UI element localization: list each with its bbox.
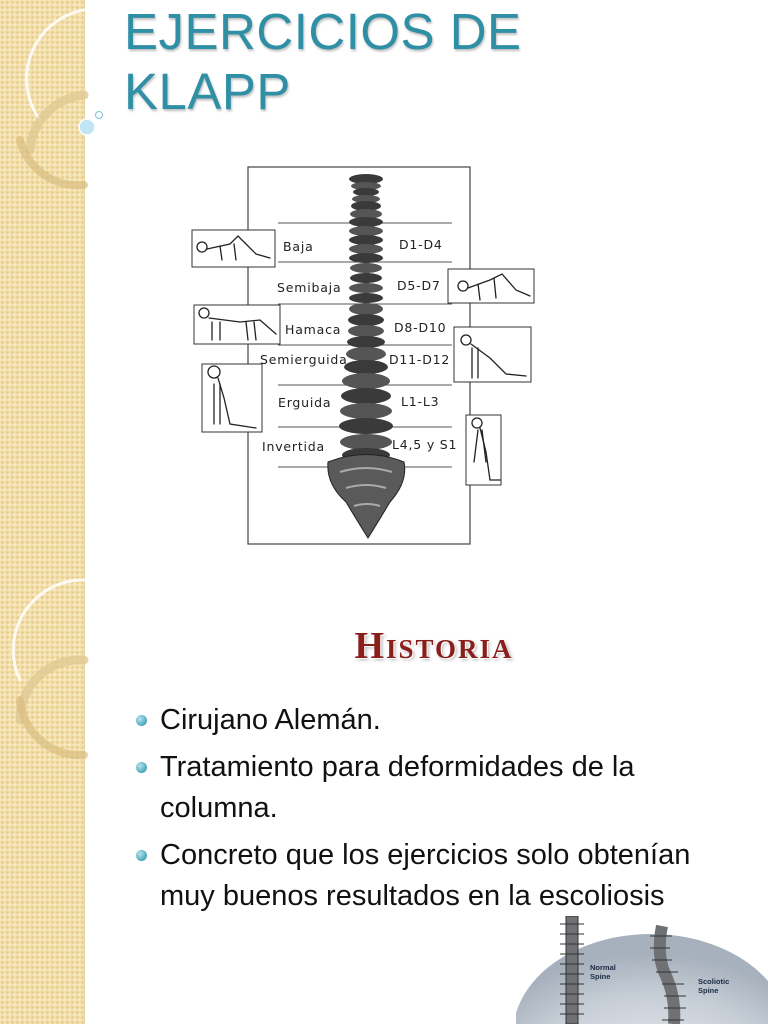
row-vertebrae-baja: D1-D4	[399, 237, 443, 252]
scoliotic-spine-label: Scoliotic Spine	[698, 977, 730, 995]
row-vertebrae-hamaca: D8-D10	[394, 320, 447, 335]
row-vertebrae-semierguida: D11-D12	[389, 352, 451, 367]
decorative-side-strip	[0, 0, 85, 1024]
pose-thumbnail-erguida	[202, 364, 262, 432]
row-position-invertida: Invertida	[262, 439, 326, 454]
row-vertebrae-semibaja: D5-D7	[397, 278, 441, 293]
bullet-text: Concreto que los ejercicios solo obtenían muy buenos resultados en la escoliosis	[160, 839, 691, 912]
row-vertebrae-invertida: L4,5 y S1	[392, 437, 458, 452]
bullet-item	[132, 747, 752, 829]
bubble-small	[96, 112, 103, 119]
row-position-hamaca: Hamaca	[285, 322, 342, 337]
section-heading: Historia	[354, 625, 514, 667]
pose-thumbnail-semibaja	[448, 269, 534, 303]
bullet-text: Tratamiento para deformidades de la columna.	[160, 751, 635, 824]
slide-title: EJERCICIOS DE KLAPP	[124, 3, 522, 120]
row-position-semibaja: Semibaja	[277, 280, 342, 295]
pose-thumbnail-hamaca	[194, 305, 280, 344]
normal-spine-label: Normal Spine	[590, 963, 616, 981]
bullet-icon	[136, 715, 147, 726]
row-position-semierguida: Semierguida	[260, 352, 348, 367]
bullet-text: Cirujano Alemán.	[160, 704, 381, 736]
pose-thumbnail-invertida	[466, 415, 501, 485]
row-vertebrae-erguida: L1-L3	[401, 394, 440, 409]
spine-exercise-figure	[190, 162, 550, 552]
row-position-baja: Baja	[283, 239, 314, 254]
bullet-list	[132, 700, 752, 923]
spine-diagram	[190, 162, 550, 552]
bullet-icon	[136, 762, 147, 773]
bullet-item	[132, 835, 752, 917]
pose-thumbnail-baja	[192, 230, 275, 267]
row-position-erguida: Erguida	[278, 395, 332, 410]
bullet-icon	[136, 850, 147, 861]
bullet-item	[132, 700, 752, 741]
spine-comparison-graphic	[516, 916, 768, 1024]
spine-comparison-image	[516, 916, 768, 1024]
